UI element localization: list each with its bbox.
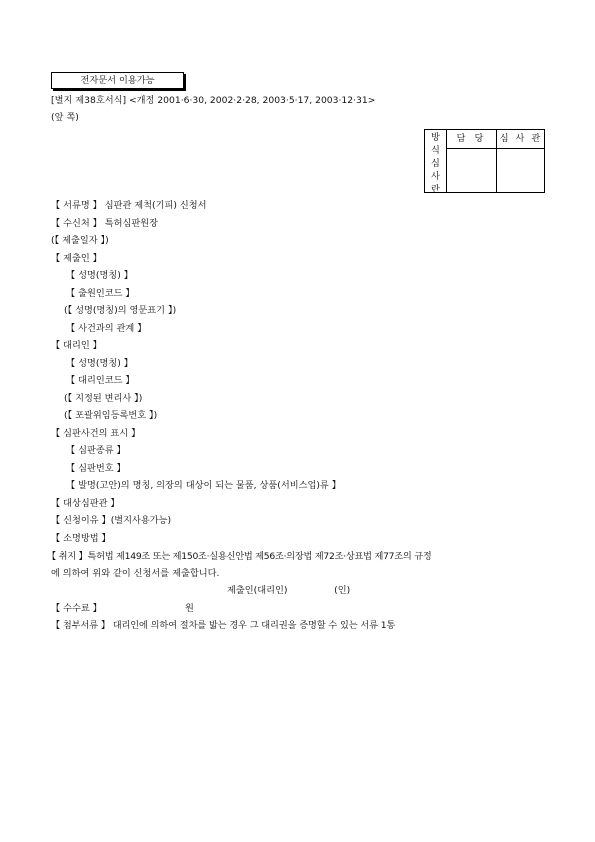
agent-name-row: 【 성명(명칭) 】 — [66, 358, 133, 369]
electronic-document-badge: 전자문서 이용가능 — [51, 72, 184, 89]
agent-row: 【 대리인 】 — [51, 340, 102, 351]
trial-case-row: 【 심판사건의 표시 】 — [51, 428, 141, 439]
approval-header-divider — [446, 148, 544, 149]
approval-side-char: 식 — [431, 145, 440, 156]
target-judge-row: 【 대상심판관 】 — [51, 498, 120, 509]
approval-side-char: 란 — [431, 184, 440, 192]
request-reason-row: 【 신청이유 】(별지사용가능) — [51, 515, 172, 526]
approval-side-char: 방 — [431, 132, 440, 143]
approval-col-staff: 담 당 — [456, 133, 487, 144]
purpose-line-1: 【 취지 】특허법 제149조 또는 제150조·실용신안법 제56조·의장법 제72조·상표법 제77조의 규정 — [47, 551, 432, 562]
approval-col-examiner: 심 사 관 — [499, 133, 543, 144]
agent-code-row: 【 대리인코드 】 — [66, 375, 135, 386]
attachments-row: 【 첨부서류 】 대리인에 의하여 절차를 밟는 경우 그 대리권을 증명할 수 있는 서류 1통 — [51, 620, 396, 631]
purpose-line-2: 에 의하여 위와 같이 신청서를 제출합니다. — [51, 568, 220, 579]
page-side-label: (앞 쪽) — [51, 112, 79, 123]
invention-title-row: 【 발명(고안)의 명칭, 의장의 대상이 되는 물품, 상품(서비스업)류 】 — [66, 480, 341, 491]
case-relation-row: 【 사건과의 관계 】 — [66, 323, 147, 334]
recipient-row: 【 수신처 】 특허심판원장 — [51, 218, 159, 229]
fee-unit: 원 — [185, 603, 194, 614]
english-name-row: (【 성명(명칭)의 영문표기 】) — [64, 305, 177, 316]
submission-date-row: (【 제출일자 】) — [51, 235, 109, 246]
designated-attorney-row: (【 지정된 변리사 】) — [64, 393, 143, 404]
evidence-method-row: 【 소명방법 】 — [51, 533, 111, 544]
submitter-signature: 제출인(대리인) (인) — [227, 585, 351, 596]
submitter-name-row: 【 성명(명칭) 】 — [66, 270, 133, 281]
document-name-row: 【 서류명 】 심판관 제척(기피) 신청서 — [51, 200, 207, 211]
trial-number-row: 【 심판번호 】 — [66, 463, 126, 474]
general-power-number-row: (【 포괄위임등록번호 】) — [64, 410, 158, 421]
approval-box — [424, 129, 545, 193]
fee-label: 【 수수료 】 — [51, 603, 102, 614]
approval-side-char: 사 — [431, 171, 440, 182]
approval-side-label — [425, 130, 446, 192]
submitter-row: 【 제출인 】 — [51, 253, 102, 264]
applicant-code-row: 【 출원인코드 】 — [66, 288, 135, 299]
approval-side-char: 심 — [431, 158, 440, 169]
trial-type-row: 【 심판종류 】 — [66, 445, 126, 456]
form-reference: [별지 제38호서식] <개정 2001·6·30, 2002·2·28, 2003·5·17, 2003·12·31> — [51, 95, 376, 106]
